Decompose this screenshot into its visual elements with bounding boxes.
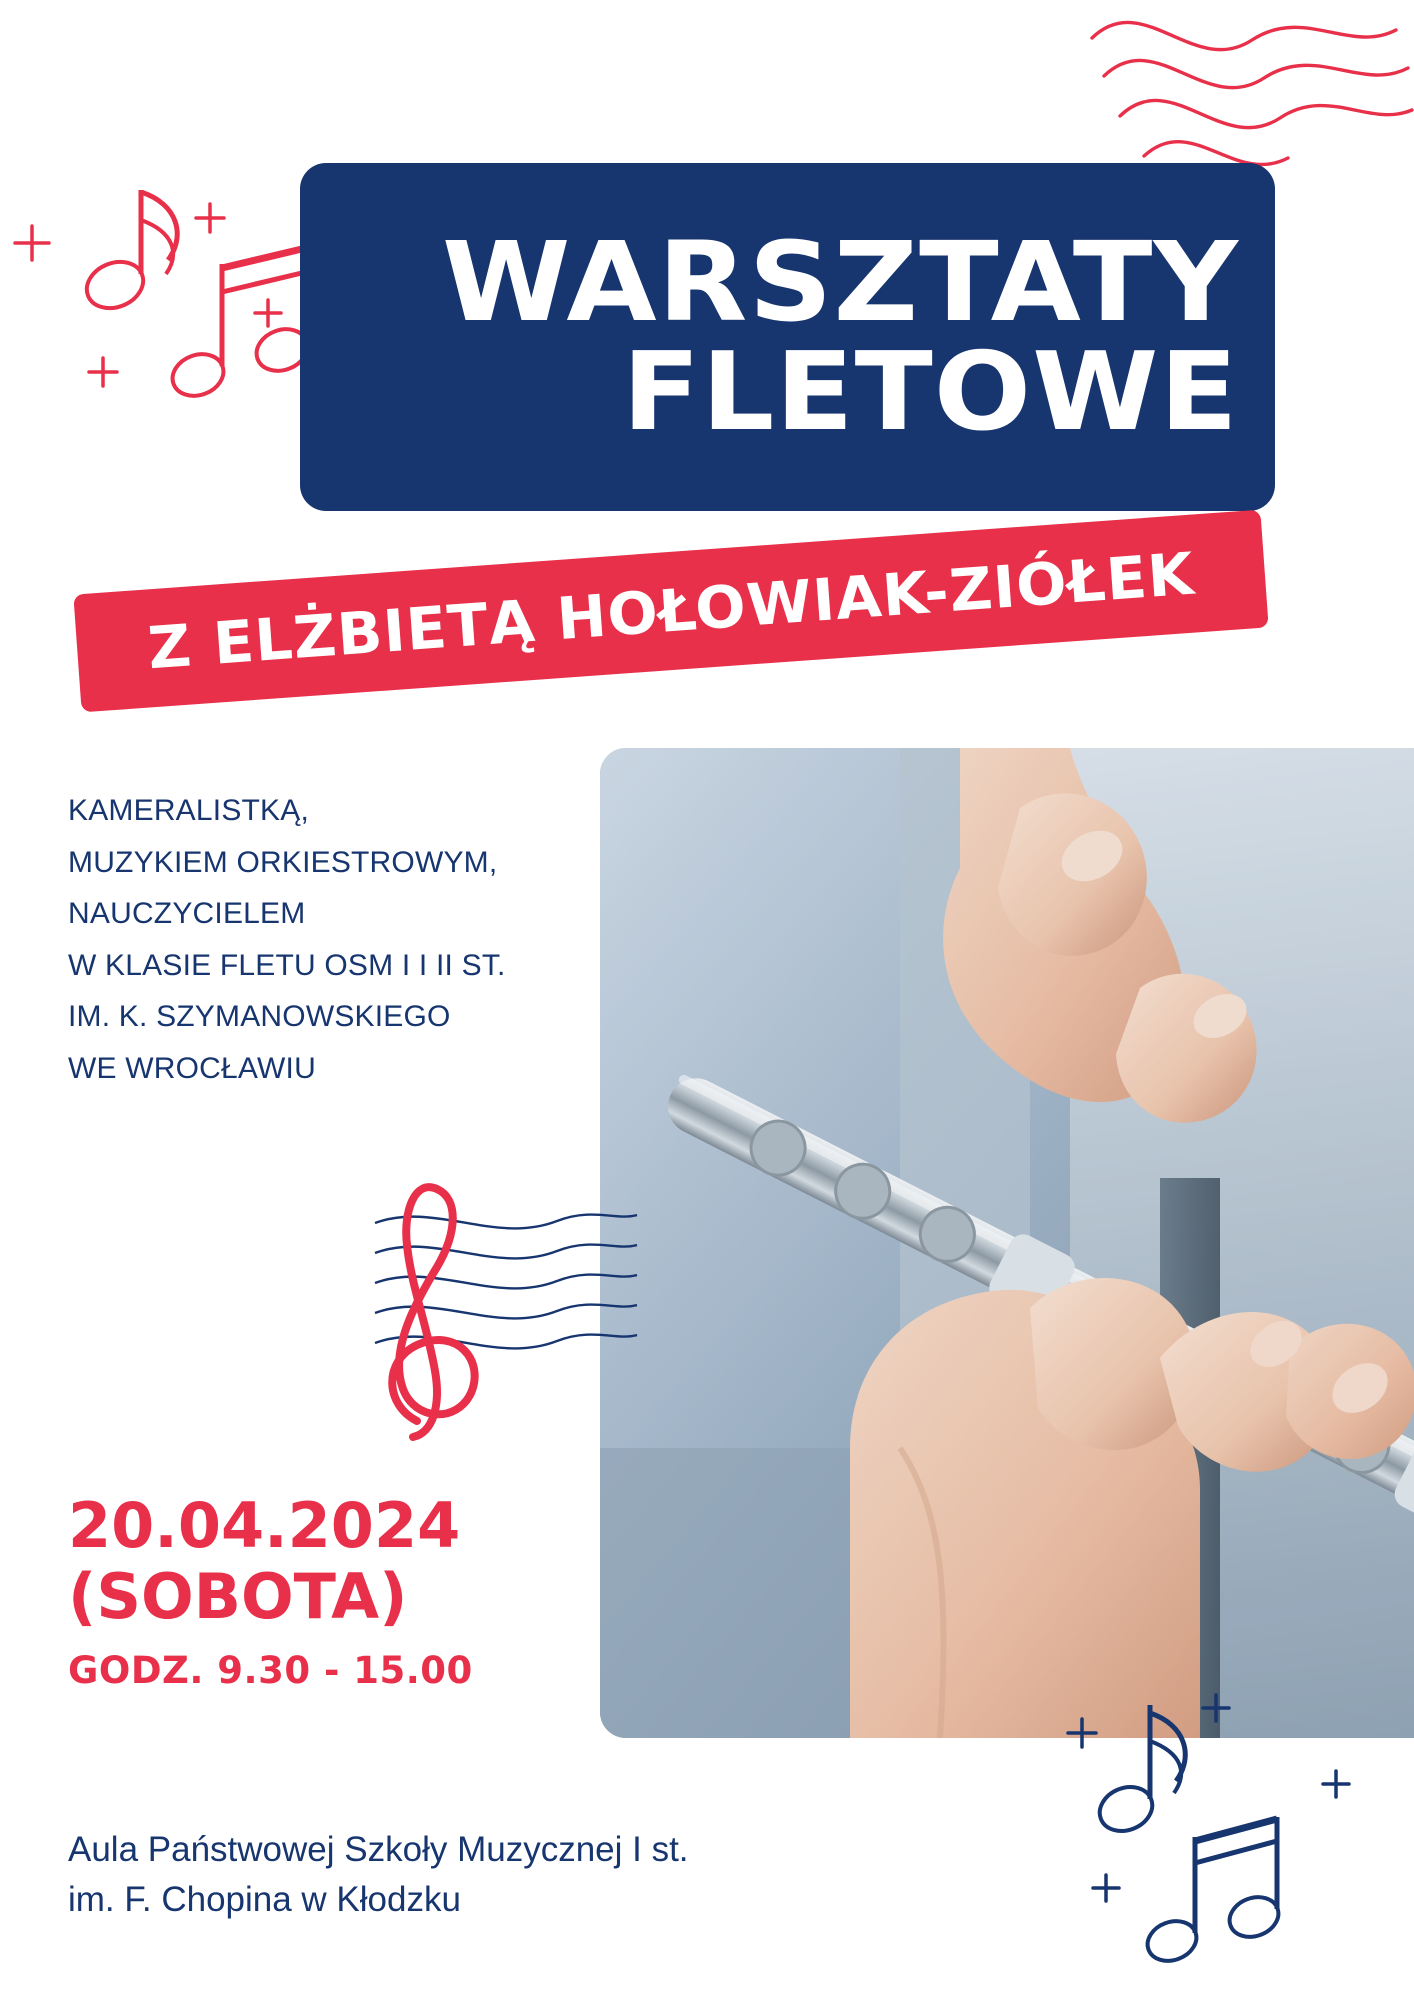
description-line: IM. K. SZYMANOWSKIEGO (68, 1000, 451, 1034)
description-line: NAUCZYCIELEM (68, 897, 306, 931)
description-line: W KLASIE FLETU OSM I I II ST. (68, 948, 506, 982)
description-line: WE WROCŁAWIU (68, 1051, 316, 1085)
poster-title-line-1: WARSZTATY (441, 217, 1239, 346)
poster-title-line-2: FLETOWE (622, 330, 1239, 456)
venue-line: Aula Państwowej Szkoły Muzycznej I st. (68, 1830, 689, 1869)
poster-title-box (300, 163, 1275, 511)
event-date: 20.04.2024 (68, 1489, 461, 1562)
description-line: MUZYKIEM ORKIESTROWYM, (68, 845, 498, 879)
flute-photo (600, 748, 1414, 1738)
event-day: (SOBOTA) (68, 1560, 408, 1634)
guest-description (68, 785, 628, 1095)
event-venue (68, 1825, 968, 1924)
event-date-block (68, 1490, 588, 1692)
guest-name-ribbon (73, 510, 1268, 713)
guest-name-text: Z ELŻBIETĄ HOŁOWIAK-ZIÓŁEK (145, 539, 1197, 683)
description-line: KAMERALISTKĄ, (68, 794, 310, 827)
music-notes-decoration-top-left (10, 190, 340, 450)
venue-line: im. F. Chopina w Kłodzku (68, 1879, 461, 1919)
event-hours: GODZ. 9.30 - 15.00 (68, 1648, 473, 1692)
